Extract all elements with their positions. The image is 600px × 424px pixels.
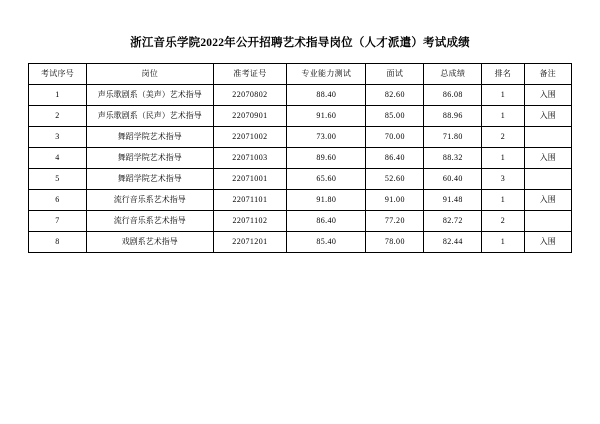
cell-total: 82.72	[424, 210, 482, 231]
cell-total: 71.80	[424, 126, 482, 147]
cell-interview: 70.00	[366, 126, 424, 147]
cell-rank: 3	[482, 168, 524, 189]
cell-seq: 6	[29, 189, 87, 210]
cell-remark	[524, 126, 572, 147]
cell-card: 22071002	[213, 126, 287, 147]
cell-remark: 入围	[524, 147, 572, 168]
table-row	[29, 126, 572, 147]
cell-rank: 1	[482, 231, 524, 252]
cell-interview: 77.20	[366, 210, 424, 231]
cell-seq: 5	[29, 168, 87, 189]
cell-rank: 1	[482, 147, 524, 168]
column-header-rank: 排名	[482, 63, 524, 84]
cell-seq: 3	[29, 126, 87, 147]
cell-seq: 1	[29, 84, 87, 105]
cell-rank: 2	[482, 126, 524, 147]
cell-rank: 1	[482, 105, 524, 126]
cell-card: 22070802	[213, 84, 287, 105]
cell-seq: 7	[29, 210, 87, 231]
cell-remark: 入围	[524, 105, 572, 126]
cell-card: 22071101	[213, 189, 287, 210]
table-row	[29, 231, 572, 252]
table-row	[29, 105, 572, 126]
column-header-total: 总成绩	[424, 63, 482, 84]
cell-remark: 入围	[524, 189, 572, 210]
column-header-remark: 备注	[524, 63, 572, 84]
column-header-post: 岗位	[86, 63, 213, 84]
cell-post: 舞蹈学院艺术指导	[86, 126, 213, 147]
cell-post: 舞蹈学院艺术指导	[86, 147, 213, 168]
cell-interview: 85.00	[366, 105, 424, 126]
table-row	[29, 168, 572, 189]
cell-ability: 65.60	[287, 168, 366, 189]
cell-interview: 91.00	[366, 189, 424, 210]
table-row	[29, 189, 572, 210]
cell-interview: 86.40	[366, 147, 424, 168]
cell-total: 60.40	[424, 168, 482, 189]
column-header-card: 准考证号	[213, 63, 287, 84]
cell-ability: 88.40	[287, 84, 366, 105]
cell-total: 82.44	[424, 231, 482, 252]
cell-interview: 78.00	[366, 231, 424, 252]
column-header-ability: 专业能力测试	[287, 63, 366, 84]
cell-post: 流行音乐系艺术指导	[86, 189, 213, 210]
cell-seq: 4	[29, 147, 87, 168]
cell-ability: 89.60	[287, 147, 366, 168]
column-header-interview: 面试	[366, 63, 424, 84]
cell-ability: 85.40	[287, 231, 366, 252]
cell-ability: 91.80	[287, 189, 366, 210]
exam-results-table	[28, 63, 572, 253]
cell-post: 流行音乐系艺术指导	[86, 210, 213, 231]
cell-rank: 1	[482, 84, 524, 105]
cell-total: 91.48	[424, 189, 482, 210]
cell-card: 22070901	[213, 105, 287, 126]
table-header-row	[29, 63, 572, 84]
cell-card: 22071201	[213, 231, 287, 252]
cell-card: 22071003	[213, 147, 287, 168]
table-row	[29, 147, 572, 168]
cell-total: 88.96	[424, 105, 482, 126]
cell-post: 戏剧系艺术指导	[86, 231, 213, 252]
cell-remark: 入围	[524, 231, 572, 252]
cell-rank: 1	[482, 189, 524, 210]
cell-remark: 入围	[524, 84, 572, 105]
table-row	[29, 210, 572, 231]
cell-card: 22071001	[213, 168, 287, 189]
cell-card: 22071102	[213, 210, 287, 231]
cell-seq: 8	[29, 231, 87, 252]
cell-remark	[524, 168, 572, 189]
cell-post: 舞蹈学院艺术指导	[86, 168, 213, 189]
cell-remark	[524, 210, 572, 231]
cell-seq: 2	[29, 105, 87, 126]
cell-interview: 82.60	[366, 84, 424, 105]
column-header-seq: 考试序号	[29, 63, 87, 84]
cell-post: 声乐歌剧系（民声）艺术指导	[86, 105, 213, 126]
cell-ability: 86.40	[287, 210, 366, 231]
cell-ability: 73.00	[287, 126, 366, 147]
cell-post: 声乐歌剧系（美声）艺术指导	[86, 84, 213, 105]
cell-total: 86.08	[424, 84, 482, 105]
cell-interview: 52.60	[366, 168, 424, 189]
cell-ability: 91.60	[287, 105, 366, 126]
cell-total: 88.32	[424, 147, 482, 168]
table-row	[29, 84, 572, 105]
cell-rank: 2	[482, 210, 524, 231]
page-title: 浙江音乐学院2022年公开招聘艺术指导岗位（人才派遣）考试成绩	[130, 37, 470, 49]
